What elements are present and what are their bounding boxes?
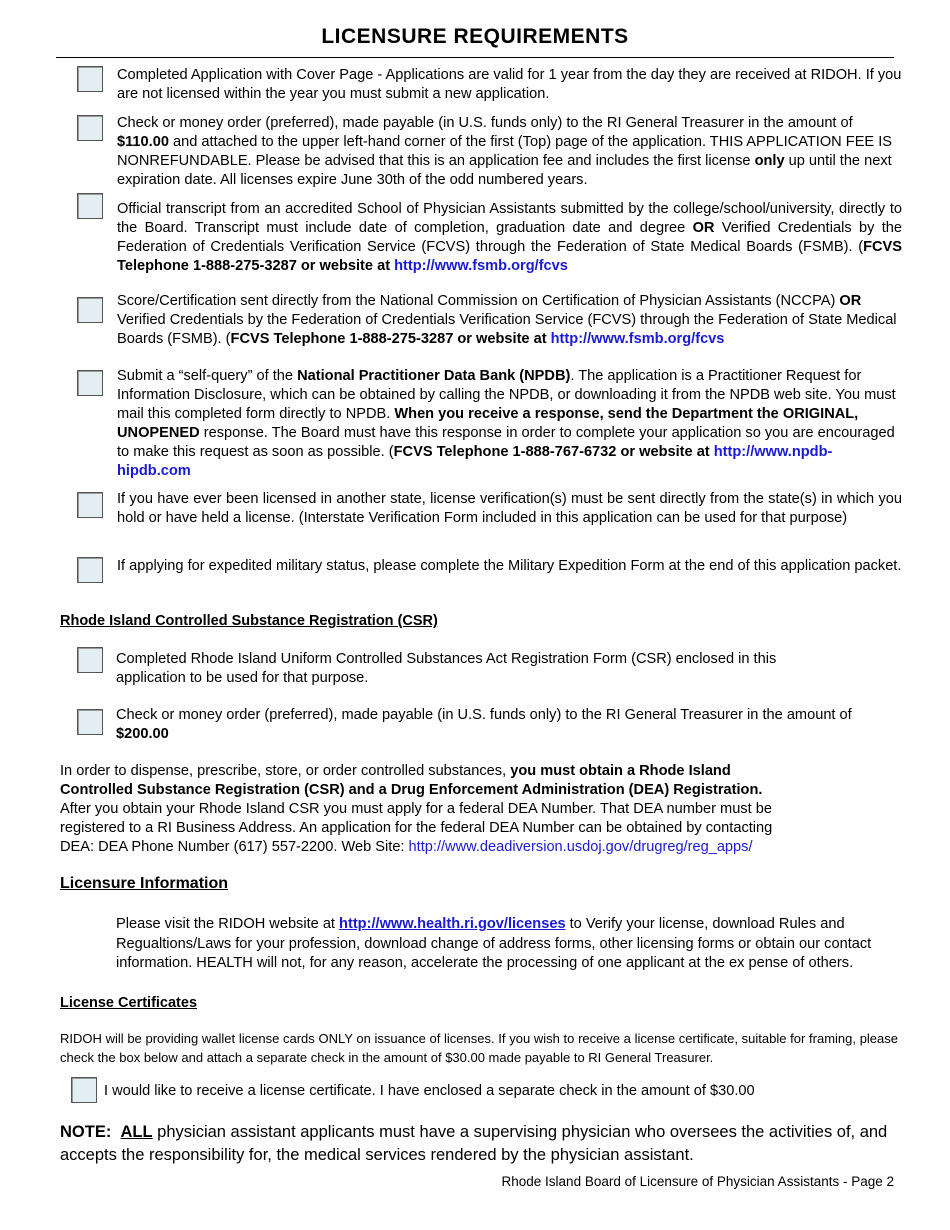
npdb-link[interactable]: http://www.npdb-hipdb.com [117,443,833,479]
licensure-info-text: Please visit the RIDOH website at http://www.health.ri.gov/licenses to Verify your license, download Rules and Regualtions/Laws for your profession, download change of address forms, other licensing forms or obtain our contact information. HEALTH will not, for any reason, accelerate the processing of one applicant at the ex pense of others. [116,916,872,971]
checkbox-nccpa[interactable] [77,297,103,323]
dea-paragraph: In order to dispense, prescribe, store, or order controlled substances, you must obtain a Rhode Island Controlled Substance Registration (CSR) and a Drug Enforcement Administration (DEA) Registration. After you obtain your Rhode Island CSR you must apply for a federal DEA Number. That DEA number must be registered to a RI Business Address. An application for the federal DEA Number can be obtained by contacting DEA: DEA Phone Number (617) 557-2200. Web Site: http://www.deadiversion.usdoj.gov/drugreg/reg_apps/ [60,763,773,855]
checkbox-application[interactable] [77,66,103,92]
checkbox-csr-fee[interactable] [77,709,103,735]
page-footer: Rhode Island Board of Licensure of Physician Assistants - Page 2 [501,1174,894,1189]
checkbox-csr-form[interactable] [77,647,103,673]
dea-link[interactable]: http://www.deadiversion.usdoj.gov/drugreg/reg_apps/ [408,838,753,855]
certificates-text: RIDOH will be providing wallet license cards ONLY on issuance of licenses. If you wish to receive a license certificate, suitable for framing, please check the box below and attach a separate check in the amount of $30.00 made payable to RI General Treasurer. [60,1031,898,1065]
certificates-heading: License Certificates [60,995,198,1011]
requirement-csr-fee: Check or money order (preferred), made payable (in U.S. funds only) to the RI General Treasurer in the amount of $200.00 [116,707,852,742]
fsmb-link-2[interactable]: http://www.fsmb.org/fcvs [550,330,725,347]
checkbox-transcript[interactable] [77,193,103,219]
requirement-csr-form: Completed Rhode Island Uniform Controlled Substances Act Registration Form (CSR) enclosed in this application to be used for that purpose. [116,651,777,686]
checkbox-military[interactable] [77,557,103,583]
requirement-nccpa: Score/Certification sent directly from the National Commission on Certification of Physician Assistants (NCCPA) OR Verified Credentials by the Federation of Credentials Verification Service (FCVS) through the Federation of State Medical Boards (FSMB). (FCVS Telephone 1-888-275-3287 or website at http://www.fsmb.org/fcvs [117,293,897,347]
fsmb-link[interactable]: http://www.fsmb.org/fcvs [394,257,568,274]
requirement-application-fee: Check or money order (preferred), made payable (in U.S. funds only) to the RI General Treasurer in the amount of $110.00 and attached to the upper left-hand corner of the first (Top) page of the application. THIS APPLICATION FEE IS NONREFUNDABLE. Please be advised that this is an application fee and includes the first license only up until the next expiration date. All licenses expire June 30th of the odd numbered years. [117,115,893,188]
requirement-license-verification: If you have ever been licensed in another state, license verification(s) must be sent directly from the state(s) in which you hold or have held a license. (Interstate Verification Form included in this application can be used for that purpose) [117,491,902,526]
checkbox-license-verification[interactable] [77,492,103,518]
checkbox-npdb[interactable] [77,370,103,396]
requirement-transcript: Official transcript from an accredited School of Physician Assistants submitted by the college/school/university, directly to the Board. Transcript must include date of completion, graduation date and degree OR Verified Credentials by the Federation of Credentials Verification Service (FCVS) through the Federation of State Medical Boards (FSMB). (FCVS Telephone 1-888-275-3287 or website at http://www.fsmb.org/fcvs [117,201,902,274]
requirement-military: If applying for expedited military status, please complete the Military Expedition Form at the end of this application packet. [117,558,902,574]
licensure-info-heading: Licensure Information [60,875,229,892]
checkbox-certificate[interactable] [71,1077,97,1103]
note-paragraph: NOTE: ALL physician assistant applicants must have a supervising physician who oversees the activities of, and accepts the responsibility for, the medical services rendered by the physician assistant. [60,1123,888,1164]
requirement-npdb: Submit a “self-query” of the National Practitioner Data Bank (NPDB). The application is a Practitioner Request for Information Disclosure, which can be obtained by calling the NPDB, or downloading it from the NPDB web site. You must mail this completed form directly to NPDB. When you receive a response, send the Department the ORIGINAL, UNOPENED response. The Board must have this response in order to complete your application so you are encouraged to make this request as soon as possible. (FCVS Telephone 1-888-767-6732 or website at http://www.npdb-hipdb.com [117,368,896,479]
csr-heading: Rhode Island Controlled Substance Registration (CSR) [60,613,438,629]
requirement-application: Completed Application with Cover Page - Applications are valid for 1 year from the day they are received at RIDOH. If you are not licensed within the year you must submit a new application. [117,67,902,102]
certificate-checkbox-label: I would like to receive a license certificate. I have enclosed a separate check in the amount of $30.00 [104,1083,755,1099]
checkbox-application-fee[interactable] [77,115,103,141]
ridoh-licenses-link[interactable]: http://www.health.ri.gov/licenses [339,916,566,932]
page-title: LICENSURE REQUIREMENTS [321,25,629,48]
title-divider [56,57,894,58]
